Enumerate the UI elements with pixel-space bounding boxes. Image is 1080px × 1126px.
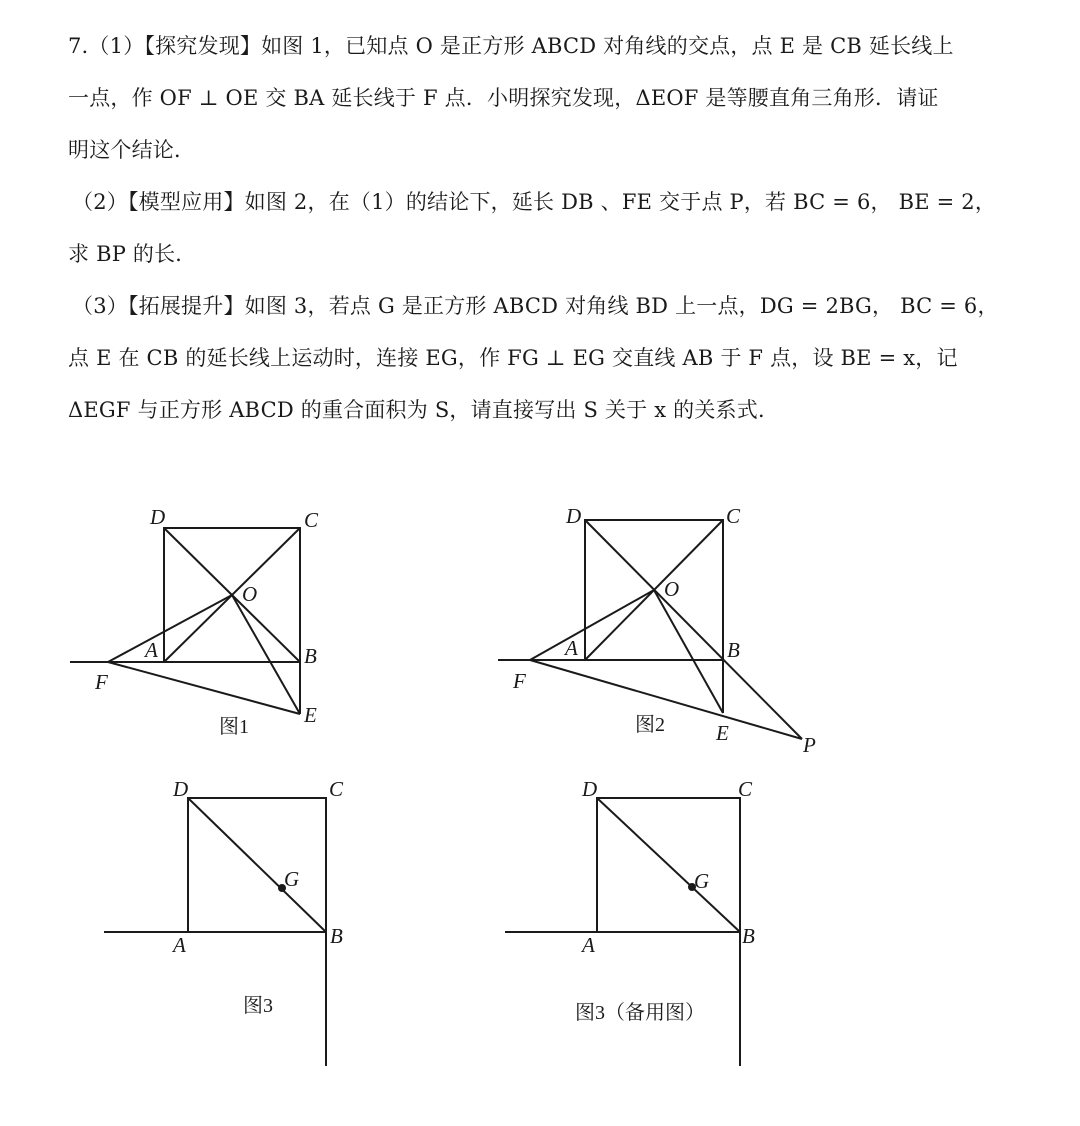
fig1-label-b: B: [304, 644, 317, 668]
fig4-label-d: D: [582, 777, 598, 801]
figure-3: [104, 777, 344, 1066]
fig3-label-c: C: [329, 777, 344, 801]
fig4-label-b: B: [742, 924, 755, 948]
fig1-label-d: D: [150, 505, 166, 529]
problem-line-6: （3）【拓展提升】如图 3，若点 G 是正方形 ABCD 对角线 BD 上一点，DG = 2BG， BC = 6，: [72, 294, 999, 318]
fig1-label-c: C: [304, 508, 319, 532]
problem-line-7: 点 E 在 CB 的延长线上运动时，连接 EG，作 FG ⊥ EG 交直线 AB 于 F 点，设 BE = x，记: [68, 346, 958, 370]
fig2-diagonal-dp: [585, 520, 802, 739]
problem-line-3: 明这个结论．: [68, 138, 196, 162]
fig1-caption: 图1: [219, 716, 249, 738]
problem-line-4: （2）【模型应用】如图 2，在（1）的结论下，延长 DB 、FE 交于点 P，若 BC = 6， BE = 2，: [72, 190, 997, 214]
figure-3-backup: [505, 777, 755, 1066]
fig3-label-b: B: [330, 924, 343, 948]
fig4-label-c: C: [738, 777, 753, 801]
fig2-label-a: A: [565, 636, 578, 660]
fig1-label-a: A: [145, 638, 158, 662]
problem-line-2: 一点，作 OF ⊥ OE 交 BA 延长线于 F 点．小明探究发现，ΔEOF 是等腰直角三角形．请证: [68, 86, 939, 110]
fig1-label-e: E: [304, 703, 317, 727]
fig2-segment-of: [530, 590, 654, 660]
fig4-label-g: G: [694, 869, 710, 893]
problem-line-5: 求 BP 的长．: [68, 242, 197, 266]
fig1-segment-fe: [108, 662, 300, 714]
fig4-diagonal-db: [597, 798, 740, 932]
fig2-label-d: D: [566, 504, 582, 528]
fig3-label-d: D: [173, 777, 189, 801]
fig3-caption: 图3: [243, 995, 273, 1017]
fig2-label-c: C: [726, 504, 741, 528]
fig1-label-o: O: [242, 582, 258, 606]
fig2-segment-oe: [654, 590, 723, 713]
fig4-label-a: A: [582, 933, 595, 957]
figure-2: [498, 504, 816, 757]
fig4-caption: 图3（备用图）: [575, 1002, 705, 1024]
fig3-diagonal-db: [188, 798, 326, 932]
fig2-label-f: F: [513, 669, 526, 693]
figure-1: [70, 505, 319, 738]
fig2-segment-fp: [530, 660, 802, 739]
fig2-label-p: P: [803, 733, 816, 757]
fig2-caption: 图2: [635, 714, 665, 736]
fig3-label-g: G: [284, 867, 300, 891]
fig2-label-e: E: [716, 721, 729, 745]
fig1-segment-of: [108, 595, 232, 662]
fig2-label-b: B: [727, 638, 740, 662]
fig3-label-a: A: [173, 933, 186, 957]
fig2-label-o: O: [664, 577, 680, 601]
fig1-label-f: F: [95, 670, 108, 694]
fig1-segment-oe: [232, 595, 300, 714]
problem-line-1: 7.（1）【探究发现】如图 1，已知点 O 是正方形 ABCD 对角线的交点，点 E 是 CB 延长线上: [68, 34, 954, 58]
problem-line-8: ΔEGF 与正方形 ABCD 的重合面积为 S，请直接写出 S 关于 x 的关系式．: [68, 398, 780, 422]
